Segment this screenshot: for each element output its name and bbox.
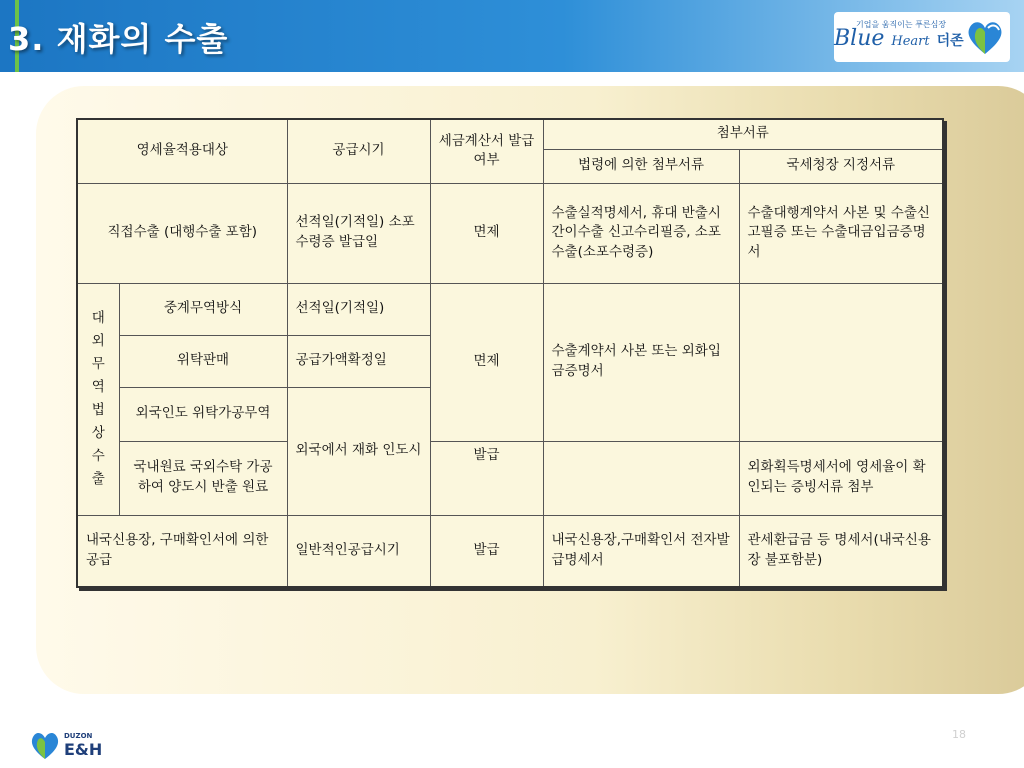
row-local-lc-invoice: 발급 (430, 515, 543, 587)
row-intermediary-supply-time: 선적일(기적일) (287, 283, 430, 335)
duzon-logo (28, 728, 118, 764)
blue-heart-logo (834, 12, 1010, 62)
row-local-lc-target: 내국신용장, 구매확인서에 의한 공급 (77, 515, 287, 587)
row-direct-export-target: 직접수출 (대행수출 포함) (77, 183, 287, 283)
header-target: 영세율적용대상 (77, 119, 287, 183)
zero-rate-export-table (76, 118, 944, 588)
row-consignment-supply-time: 공급가액확정일 (287, 335, 430, 387)
logo-blue-text: Blue (834, 26, 885, 51)
row-intermediary-target: 중계무역방식 (119, 283, 287, 335)
row-shared-nts-docs-empty (739, 283, 943, 441)
footer-brand-small: DUZON (64, 732, 93, 740)
row-domestic-materials-target: 국내원료 국외수탁 가공하여 양도시 반출 원료 (119, 441, 287, 515)
logo-wordmark (834, 26, 964, 51)
row-overseas-delivery-supply-time: 외국에서 재화 인도시 (287, 387, 430, 515)
row-shared-legal-docs: 수출계약서 사본 또는 외화입금증명서 (543, 283, 739, 441)
row-local-lc-nts-docs: 관세환급금 등 명세서(내국신용장 불포함분) (739, 515, 943, 587)
row-direct-export-nts-docs: 수출대행계약서 사본 및 수출신고필증 또는 수출대금입금증명서 (739, 183, 943, 283)
page-number: 18 (952, 728, 966, 741)
header-legal-docs: 법령에 의한 첨부서류 (543, 149, 739, 183)
row-direct-export-supply-time: 선적일(기적일) 소포수령증 발급일 (287, 183, 430, 283)
header-attachments: 첨부서류 (543, 119, 943, 149)
foreign-trade-law-text: 대외무역법상수출 (91, 310, 105, 487)
header-supply-time: 공급시기 (287, 119, 430, 183)
logo-heart-text: Heart (891, 34, 930, 49)
row-overseas-delivery-target: 외국인도 위탁가공무역 (119, 387, 287, 441)
footer-brand-big: E&H (64, 740, 103, 759)
row-domestic-materials-invoice: 발급 (430, 441, 543, 515)
row-direct-export-invoice: 면제 (430, 183, 543, 283)
row-local-lc-legal-docs: 내국신용장,구매확인서 전자발급명세서 (543, 515, 739, 587)
foreign-trade-law-label (77, 283, 119, 515)
heart-icon (964, 16, 1006, 58)
row-consignment-target: 위탁판매 (119, 335, 287, 387)
header-nts-docs: 국세청장 지정서류 (739, 149, 943, 183)
header-tax-invoice: 세금계산서 발급여부 (430, 119, 543, 183)
row-direct-export-legal-docs: 수출실적명세서, 휴대 반출시 간이수출 신고수리필증, 소포수출(소포수령증) (543, 183, 739, 283)
logo-korean-text: 더존 (936, 33, 964, 49)
slide-header (0, 0, 1024, 72)
row-shared-invoice: 면제 (430, 283, 543, 441)
row-domestic-materials-nts-docs: 외화획득명세서에 영세율이 확인되는 증빙서류 첨부 (739, 441, 943, 515)
duzon-heart-icon (28, 728, 62, 762)
row-domestic-materials-legal-docs-empty (543, 441, 739, 515)
slide-title: 3. 재화의 수출 (8, 20, 229, 58)
row-local-lc-supply-time: 일반적인공급시기 (287, 515, 430, 587)
logo-tagline: 기업을 움직이는 푸른심장 (856, 20, 947, 29)
